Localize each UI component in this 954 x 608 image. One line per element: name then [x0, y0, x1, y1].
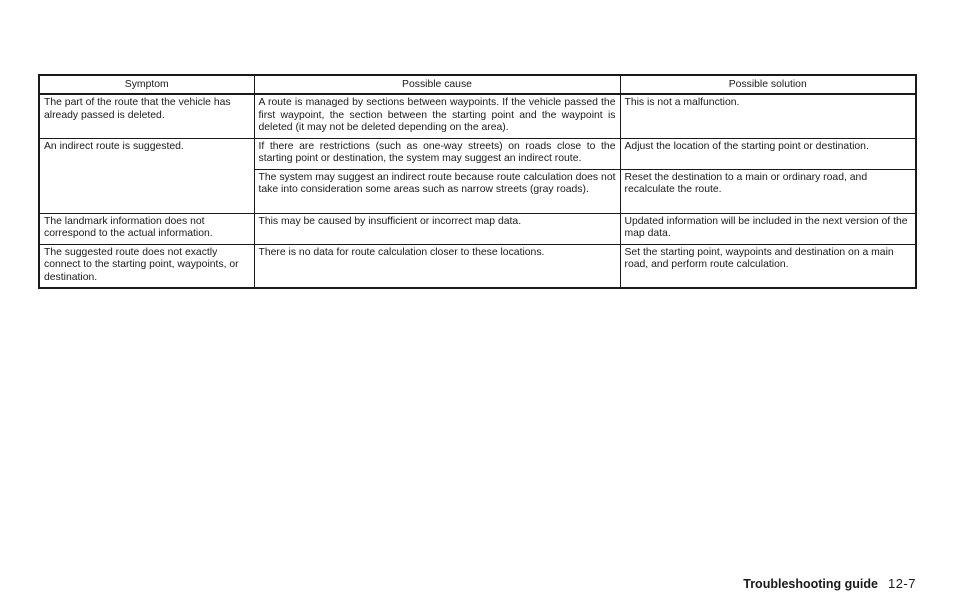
- solution-cell: Reset the destination to a main or ordinary road, and recalculate the route.: [620, 169, 916, 213]
- cause-cell: If there are restrictions (such as one-way streets) on roads close to the starting point or destination, the system may suggest an indirect route.: [254, 138, 620, 169]
- symptom-cell: An indirect route is suggested.: [39, 138, 254, 213]
- section-title: Troubleshooting guide: [743, 577, 878, 591]
- cause-cell: There is no data for route calculation closer to these locations.: [254, 244, 620, 288]
- page-footer: [743, 577, 916, 591]
- page-number: 12-7: [887, 576, 916, 591]
- cause-cell: The system may suggest an indirect route because route calculation does not take into consideration some areas such as narrow streets (gray roads).: [254, 169, 620, 213]
- cause-cell: This may be caused by insufficient or incorrect map data.: [254, 213, 620, 244]
- solution-cell: Updated information will be included in the next version of the map data.: [620, 213, 916, 244]
- symptom-cell: The landmark information does not correspond to the actual information.: [39, 213, 254, 244]
- header-symptom: Symptom: [39, 75, 254, 94]
- solution-cell: Set the starting point, waypoints and destination on a main road, and perform route calculation.: [620, 244, 916, 288]
- header-possible-cause: Possible cause: [254, 75, 620, 94]
- table-header: [39, 75, 916, 94]
- header-possible-solution: Possible solution: [620, 75, 916, 94]
- table-row: [39, 138, 916, 169]
- table-row: [39, 244, 916, 288]
- header-row: [39, 75, 916, 94]
- troubleshooting-table: [38, 74, 917, 289]
- table-row: [39, 213, 916, 244]
- solution-cell: Adjust the location of the starting point or destination.: [620, 138, 916, 169]
- table-body: [39, 94, 916, 288]
- cause-cell: A route is managed by sections between waypoints. If the vehicle passed the first waypoint, the section between the starting point and the waypoint is deleted (it may not be deleted depending on the area).: [254, 94, 620, 138]
- solution-cell: This is not a malfunction.: [620, 94, 916, 138]
- table-row: [39, 94, 916, 138]
- symptom-cell: The suggested route does not exactly connect to the starting point, waypoints, or destination.: [39, 244, 254, 288]
- symptom-cell: The part of the route that the vehicle has already passed is deleted.: [39, 94, 254, 138]
